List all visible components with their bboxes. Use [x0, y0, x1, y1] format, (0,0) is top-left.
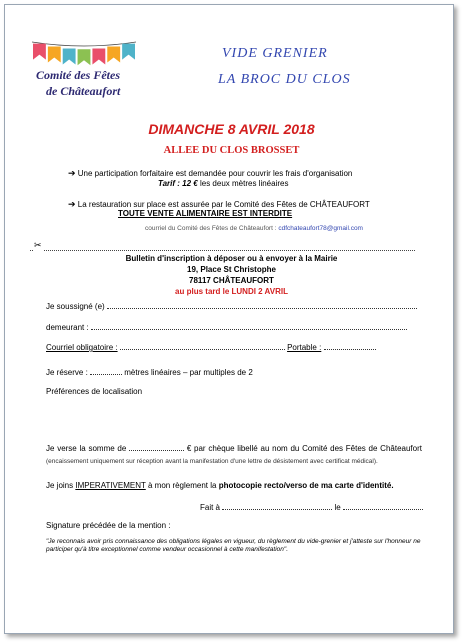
- scissors-icon: ✂: [34, 240, 42, 250]
- cheque-text-a: Je verse la somme de: [46, 444, 127, 453]
- bunting-flag: [63, 48, 76, 64]
- bunting-flag: [48, 46, 61, 62]
- preferences-label: Préférences de localisation: [46, 387, 143, 396]
- contact-text: courriel du Comité des Fêtes de Châteaufort :: [145, 225, 277, 232]
- arrow-icon: ➔: [68, 199, 76, 209]
- bunting-flag: [92, 48, 105, 64]
- fait-place-line[interactable]: [222, 502, 332, 510]
- signature-mention: "Je reconnais avoir pris connaissance des obligations légales en vigueur, du règlement du vide-grenier et j'atteste sur l'honneur ne participer qu'à titre exceptionnel comme vendeur occasionnel à cette manifestation".: [46, 538, 421, 553]
- cheque-text-b: € par chèque libellé au nom du Comité des Fêtes de Châteaufort: [186, 444, 422, 453]
- cheque-note: (encaissement uniquement sur réception avant la manifestation d'une lettre de désistement avec certificat médical).: [46, 458, 378, 465]
- fait-label: Fait à: [200, 503, 221, 512]
- cut-line: [30, 244, 415, 251]
- portable-label: Portable :: [287, 343, 322, 352]
- tarif-label: Tarif :: [158, 179, 180, 188]
- portable-input-line[interactable]: [324, 342, 376, 350]
- participation-line: [68, 168, 352, 179]
- bulletin-address: 19, Place St Christophe: [187, 265, 276, 274]
- fait-line[interactable]: [200, 502, 423, 512]
- bulletin-city: 78117 CHÂTEAUFORT: [189, 276, 274, 285]
- courriel-label: Courriel obligatoire :: [46, 343, 118, 352]
- reserve-field[interactable]: [46, 367, 253, 377]
- contact-email-link[interactable]: cdfchateaufort78@gmail.com: [278, 225, 363, 232]
- logo-line1: Comité des Fêtes: [36, 68, 120, 82]
- joins-line: [46, 481, 394, 490]
- signature-area[interactable]: [46, 565, 422, 615]
- reserve-unit: mètres linéaires – par multiples de 2: [124, 368, 253, 377]
- tarif-value: 12 €: [182, 179, 198, 188]
- demeurant-label: demeurant :: [46, 323, 89, 332]
- bunting-flag: [33, 44, 46, 60]
- cheque-amount-line[interactable]: [129, 443, 184, 451]
- event-date: DIMANCHE 8 AVRIL 2018: [148, 121, 315, 137]
- courriel-input-line[interactable]: [120, 342, 285, 350]
- bunting-flags-icon: [30, 38, 138, 68]
- joins-identity-copy: photocopie recto/verso de ma carte d'identité.: [218, 481, 394, 490]
- bunting-flag: [122, 44, 135, 60]
- tarif-rest: les deux mètres linéaires: [199, 179, 289, 188]
- food-sale-forbidden: TOUTE VENTE ALIMENTAIRE EST INTERDITE: [118, 209, 293, 218]
- participation-text: Une participation forfaitaire est demandée pour couvrir les frais d'organisation: [77, 169, 353, 178]
- bunting-flag: [78, 49, 91, 65]
- bulletin-title: Bulletin d'inscription à déposer ou à envoyer à la Mairie: [125, 254, 338, 263]
- soussigne-input-line[interactable]: [107, 301, 417, 309]
- bulletin-deadline: au plus tard le LUNDI 2 AVRIL: [175, 287, 288, 296]
- event-subtitle: LA BROC DU CLOS: [218, 72, 351, 87]
- joins-text-a: Je joins: [46, 481, 74, 490]
- reserve-input-line[interactable]: [90, 367, 122, 375]
- demeurant-field[interactable]: [46, 322, 407, 332]
- demeurant-input-line[interactable]: [91, 322, 407, 330]
- fait-le-label: le: [334, 503, 341, 512]
- tarif-line: [158, 179, 288, 188]
- signature-label: Signature précédée de la mention :: [46, 521, 171, 530]
- courriel-field[interactable]: [46, 342, 376, 352]
- soussigne-field[interactable]: [46, 301, 417, 311]
- event-title: VIDE GRENIER: [222, 46, 328, 61]
- preferences-input-area[interactable]: [46, 398, 422, 438]
- restauration-text: La restauration sur place est assurée par le Comité des Fêtes de CHÂTEAUFORT: [77, 200, 370, 209]
- cheque-paragraph: [46, 443, 422, 468]
- joins-imperatif: IMPERATIVEMENT: [75, 481, 146, 490]
- contact-line: [145, 225, 363, 232]
- comite-logo: [30, 38, 138, 106]
- soussigne-label: Je soussigné (e): [46, 302, 105, 311]
- arrow-icon: ➔: [68, 168, 76, 178]
- bunting-flag: [107, 46, 120, 62]
- logo-line2: de Châteaufort: [46, 84, 121, 98]
- event-location: ALLEE DU CLOS BROSSET: [163, 145, 300, 156]
- fait-date-line[interactable]: [343, 502, 423, 510]
- joins-text-b: à mon règlement la: [147, 481, 217, 490]
- reserve-label: Je réserve :: [46, 368, 88, 377]
